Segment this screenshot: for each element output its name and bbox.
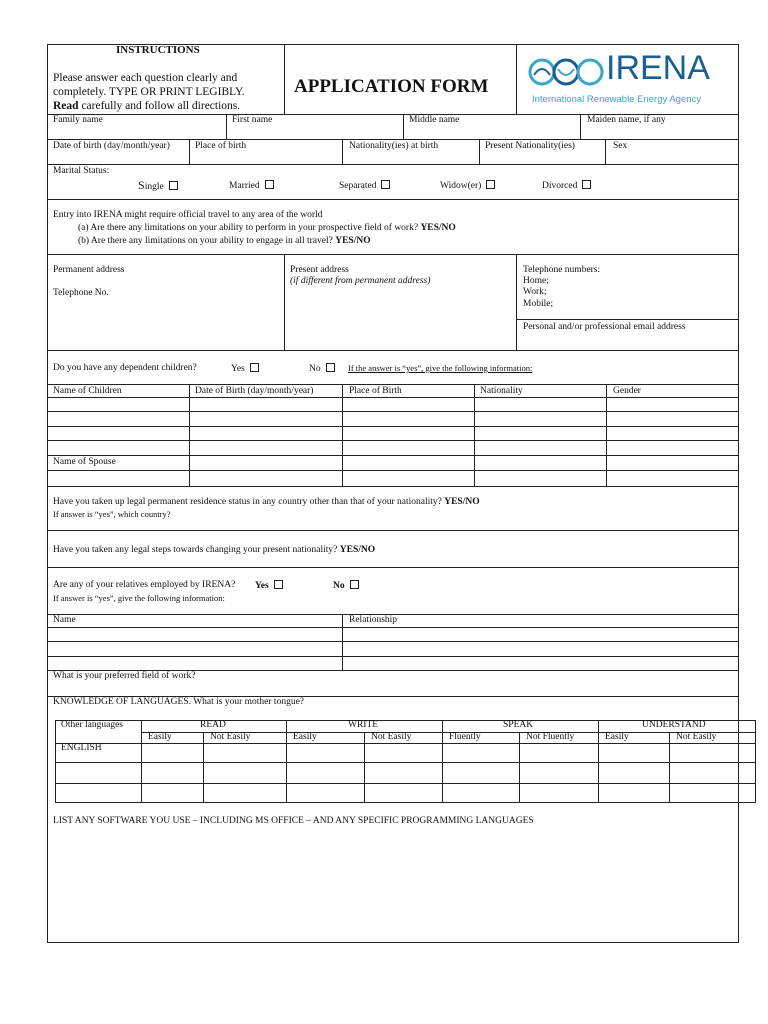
understand-not-easily-header: Not Easily [676,732,717,742]
relatives-yes-checkbox[interactable] [274,580,283,589]
divorced-label: Divorced [542,181,578,191]
software-label: LIST ANY SOFTWARE YOU USE – INCLUDING MS OFFICE – AND ANY SPECIFIC PROGRAMMING LANGUAGES [53,816,534,826]
travel-question-a [78,223,456,233]
speak-fluently-header: Fluently [449,732,481,742]
travel-question-a-answer[interactable]: YES/NO [420,223,456,233]
residence-answer[interactable]: YES/NO [444,497,480,507]
single-checkbox[interactable] [169,181,178,190]
marital-widow[interactable] [440,180,495,191]
travel-question-b [78,236,371,246]
widow-label: Widow(er) [440,181,482,191]
instructions-line-1: Please answer each question clearly and [53,72,238,84]
speak-not-fluently-header: Not Fluently [526,732,575,742]
logo-text: IRENA [606,49,710,87]
instructions-line-3 [53,100,240,112]
instructions-read-word: Read [53,100,79,112]
marital-single[interactable] [138,178,178,193]
children-no-label: No [309,364,321,374]
separated-label: Separated [339,181,377,191]
children-yes-label: Yes [231,364,245,374]
read-easily-header: Easily [148,732,172,742]
children-yes-checkbox[interactable] [250,363,259,372]
children-question: Do you have any dependent children? [53,363,197,373]
relatives-question: Are any of your relatives employed by IRENA? [53,580,236,590]
spouse-label: Name of Spouse [53,457,116,467]
children-col-dob: Date of Birth (day/month/year) [195,386,314,396]
children-col-name: Name of Children [53,386,122,396]
write-header: WRITE [348,720,379,730]
children-no-checkbox[interactable] [326,363,335,372]
relatives-no[interactable] [333,580,359,591]
relatives-col-name: Name [53,615,76,625]
children-col-place: Place of Birth [349,386,402,396]
married-checkbox[interactable] [265,180,274,189]
telephone-no-label: Telephone No. [53,288,109,298]
read-header: READ [200,720,226,730]
relatives-yes-label: Yes [255,581,269,591]
children-followup: If the answer is “yes”, give the following information: [348,363,533,373]
dob-label: Date of birth (day/month/year) [53,141,170,151]
logo-subtitle: International Renewable Energy Agency [532,94,702,105]
first-name-label: First name [232,115,273,125]
write-easily-header: Easily [293,732,317,742]
children-col-nationality: Nationality [480,386,523,396]
instructions-line-2: completely. TYPE OR PRINT LEGIBLY. [53,86,245,98]
single-label: ingle [144,182,164,192]
nationality-at-birth-label: Nationality(ies) at birth [349,141,439,151]
telephone-home-label: Home; [523,276,549,286]
write-not-easily-header: Not Easily [371,732,412,742]
separated-checkbox[interactable] [381,180,390,189]
present-address-label: Present address [290,265,349,275]
residence-question-text: Have you taken up legal permanent residence status in any country other than that of your nationality? [53,497,442,507]
present-address-note: (if different from permanent address) [290,276,431,286]
residence-followup: If answer is “yes”, which country? [53,509,171,519]
travel-question-b-answer[interactable]: YES/NO [335,236,371,246]
place-of-birth-label: Place of birth [195,141,247,151]
telephone-mobile-label: Mobile; [523,299,554,309]
nationality-change-question [53,545,375,555]
preferred-field-label: What is your preferred field of work? [53,671,196,681]
marital-divorced[interactable] [542,180,591,191]
middle-name-label: Middle name [409,115,460,125]
english-row-label: ENGLISH [61,743,102,753]
children-col-gender: Gender [613,386,641,396]
present-nationality-label: Present Nationality(ies) [485,141,575,151]
email-label: Personal and/or professional email address [523,322,686,332]
marital-separated[interactable] [339,180,390,191]
nationality-change-text: Have you taken any legal steps towards changing your present nationality? [53,545,338,555]
residence-question [53,497,480,507]
speak-header: SPEAK [503,720,534,730]
marital-married[interactable] [229,180,274,191]
relatives-no-checkbox[interactable] [350,580,359,589]
read-not-easily-header: Not Easily [210,732,251,742]
sex-label: Sex [613,141,628,151]
maiden-name-label: Maiden name, if any [587,115,666,125]
relatives-no-label: No [333,581,345,591]
single-initial: S [138,178,145,192]
children-yes[interactable] [231,363,259,374]
nationality-change-answer[interactable]: YES/NO [339,545,376,555]
irena-emblem-icon [528,55,604,89]
travel-question-a-text: (a) Are there any limitations on your ability to perform in your prospective field of work? [78,223,419,233]
married-label: Married [229,181,260,191]
travel-question-b-text: (b) Are there any limitations on your ability to engage in all travel? [78,236,333,246]
languages-title: KNOWLEDGE OF LANGUAGES. What is your mother tongue? [53,697,305,707]
relatives-col-relationship: Relationship [349,615,398,625]
understand-easily-header: Easily [605,732,629,742]
marital-status-label: Marital Status: [53,166,110,176]
permanent-address-label: Permanent address [53,265,125,275]
relatives-followup: If answer is “yes”, give the following information: [53,593,225,603]
travel-intro: Entry into IRENA might require official travel to any area of the world [53,210,323,220]
telephone-numbers-label: Telephone numbers: [523,265,601,275]
instructions-title: INSTRUCTIONS [116,44,200,56]
widow-checkbox[interactable] [486,180,495,189]
family-name-label: Family name [53,115,103,125]
children-no[interactable] [309,363,335,374]
telephone-work-label: Work; [523,287,547,297]
instructions-line-3-rest: carefully and follow all directions. [78,100,241,112]
relatives-yes[interactable] [255,580,283,591]
understand-header: UNDERSTAND [642,720,706,730]
form-title: APPLICATION FORM [294,76,489,97]
other-languages-header: Other languages [61,720,123,730]
divorced-checkbox[interactable] [582,180,591,189]
